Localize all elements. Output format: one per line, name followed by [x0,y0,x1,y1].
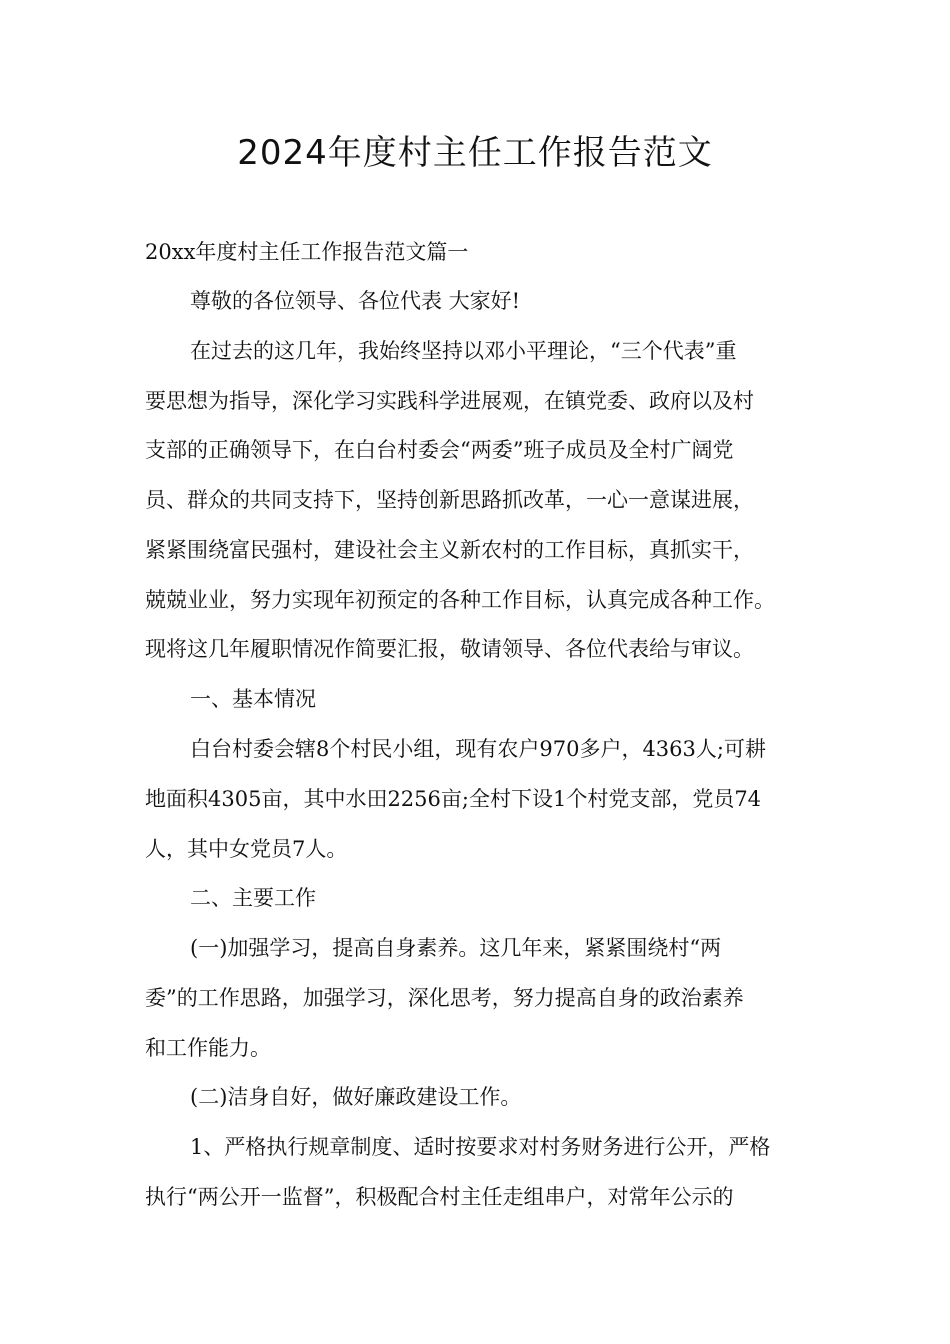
paragraph-line: (二)洁身自好，做好廉政建设工作。 [190,1085,522,1109]
paragraph-line: 紧紧围绕富民强村，建设社会主义新农村的工作目标，真抓实干， [145,538,754,562]
salutation: 尊敬的各位领导、各位代表 大家好! [190,289,521,313]
paragraph-line: 1、严格执行规章制度、适时按要求对村务财务进行公开，严格 [190,1135,771,1159]
paragraph-line: 人，其中女党员7人。 [145,837,348,861]
paragraph-line: 在过去的这几年，我始终坚持以邓小平理论，“三个代表”重 [190,339,737,363]
paragraph-line: 员、群众的共同支持下，坚持创新思路抓改革，一心一意谋进展， [145,488,754,512]
paragraph-line: 白台村委会辖8个村民小组，现有农户970多户，4363人;可耕 [190,737,766,761]
document-title: 2024年度村主任工作报告范文 [237,133,713,173]
paragraph-line: 要思想为指导，深化学习实践科学进展观，在镇党委、政府以及村 [145,389,754,413]
paragraph-line: 现将这几年履职情况作简要汇报，敬请领导、各位代表给与审议。 [145,637,754,661]
paragraph-line: 和工作能力。 [145,1036,271,1060]
section-heading: 20xx年度村主任工作报告范文篇一 [145,240,469,264]
paragraph-line: 执行“两公开一监督”，积极配合村主任走组串户，对常年公示的 [145,1185,734,1209]
subheading-main-work: 二、主要工作 [190,886,316,910]
paragraph-line: 地面积4305亩，其中水田2256亩;全村下设1个村党支部，党员74 [145,787,762,811]
paragraph-line: 兢兢业业，努力实现年初预定的各种工作目标，认真完成各种工作。 [145,588,775,612]
subheading-basic-situation: 一、基本情况 [190,687,316,711]
paragraph-line: 支部的正确领导下，在白台村委会“两委”班子成员及全村广阔党 [145,438,734,462]
paragraph-line: 委”的工作思路，加强学习，深化思考，努力提高自身的政治素养 [145,986,744,1010]
paragraph-line: (一)加强学习，提高自身素养。这几年来，紧紧围绕村“两 [190,936,722,960]
